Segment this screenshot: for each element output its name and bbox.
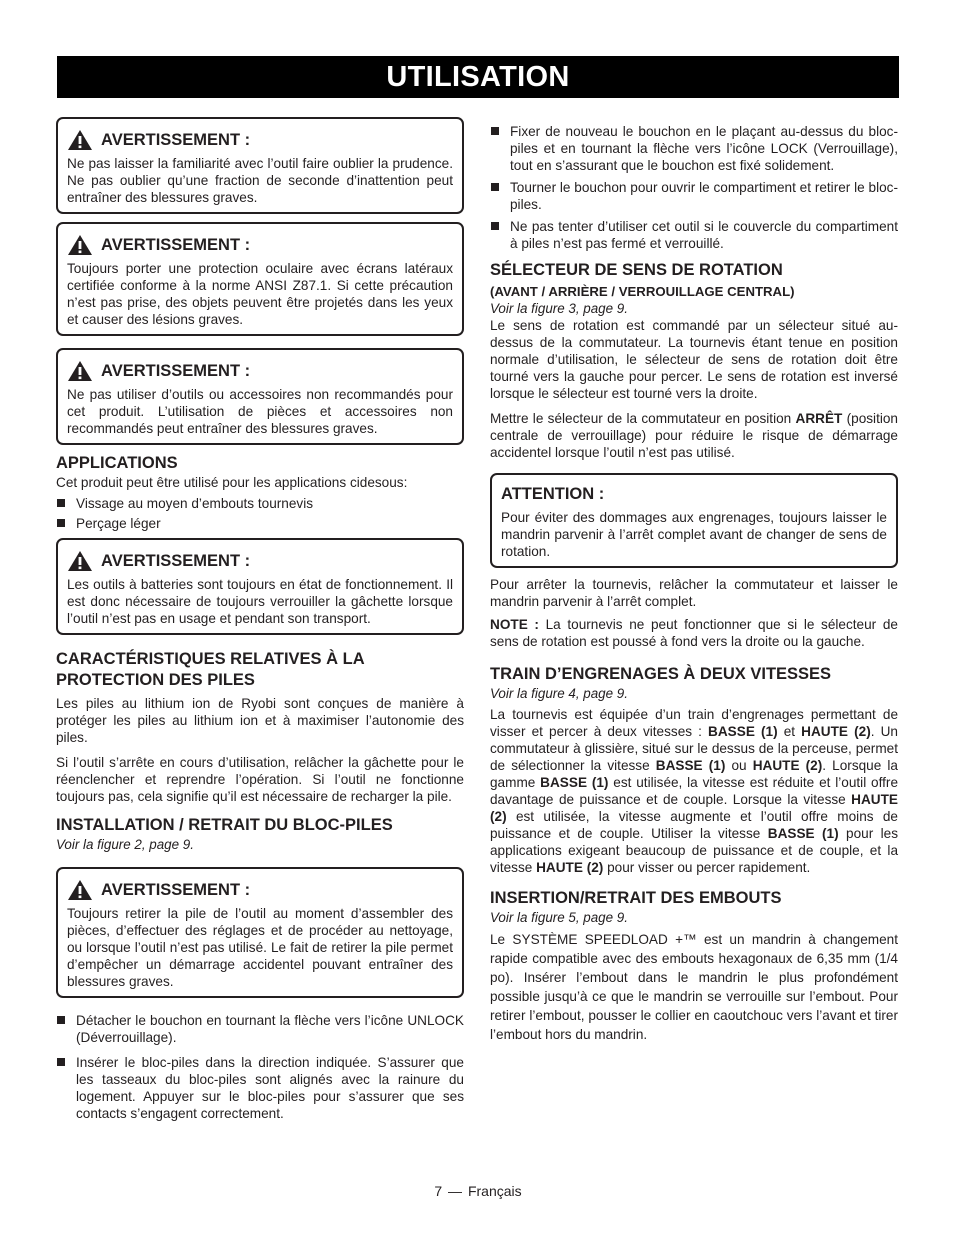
attention-text: Pour éviter des dommages aux engrenages, toujours laisser le mandrin parvenir à l’arrêt complet avant de changer de sens de rotation. <box>501 510 887 559</box>
warning-box <box>56 538 464 635</box>
gears-paragraph: La tournevis est équipée d’un train d’engrenages permettant de visser et percer à deux vitesses : BASSE (1) et HAUTE (2). Un commutateur à glissière, situé sur le dessus de la perceuse, permet de sélectionner la vitesse BASSE (1) ou HAUTE (2). Lorsque la gamme BASSE (1) est utilisée, la vitesse est réduite et l’outil offre davantage de puissance et de couple. Lorsque la vitesse HAUTE (2) est utilisée, la vitesse augmente et l’outil offre moins de puissance et de couple. Utiliser la vitesse BASSE (1) pour les applications exigeant beaucoup de puissance et de couple, et la vitesse HAUTE (2) pour visser ou percer rapidement. <box>490 707 898 875</box>
gears-heading: TRAIN D’ENGRENAGES À DEUX VITESSES <box>490 665 832 683</box>
warning-triangle-icon <box>67 234 93 256</box>
selector-paragraph: Mettre le sélecteur de la commutateur en position ARRÊT (position centrale de verrouillage) pour réduire le risque de démarrage accidentel lorsque l’outil n’est pas utilisé. <box>490 411 898 460</box>
warning-text: Les outils à batteries sont toujours en état de fonctionnement. Il est donc nécessaire de toujours verrouiller la gâchette lorsque l’outil n’est pas en usage et pendant son transport. <box>67 577 453 626</box>
bits-heading: INSERTION/RETRAIT DES EMBOUTS <box>490 889 782 907</box>
footer-language: Français <box>467 1183 522 1199</box>
warning-label: AVERTISSEMENT : <box>101 551 251 570</box>
warning-label: AVERTISSEMENT : <box>101 130 251 149</box>
list-item: Ne pas tenter d’utiliser cet outil si le couvercle du compartiment à piles n’est pas fermé et verrouillé. <box>490 218 898 252</box>
warning-triangle-icon <box>67 360 93 382</box>
warning-box <box>56 222 464 336</box>
install-steps <box>56 1012 464 1122</box>
attention-label: ATTENTION : <box>501 484 605 503</box>
figure-reference: Voir la figure 5, page 9. <box>490 910 628 925</box>
warning-triangle-icon <box>67 550 93 572</box>
selector-heading: SÉLECTEUR DE SENS DE ROTATION <box>490 261 783 279</box>
warning-text: Ne pas laisser la familiarité avec l’outil faire oublier la prudence. Ne pas oublier qu’une fraction de seconde d’inattention peut entraîner des blessures graves. <box>67 156 453 205</box>
list-item: Vissage au moyen d’embouts tournevis <box>56 495 464 512</box>
selector-paragraph: Le sens de rotation est commandé par un sélecteur situé au-dessus de la commutateur. La tournevis étant tenue en position normale d’utilisation, le sélecteur de sens de rotation doit être tourné vers la gauche pour percer. Le sens de rotation est inversé lorsque le sélecteur est tourné vers la droite. <box>490 318 898 401</box>
page-title: UTILISATION <box>57 56 899 98</box>
list-item: Insérer le bloc-piles dans la direction indiquée. S’assurer que les tasseaux du bloc-piles sont alignés avec la rainure du logement. Appuyer sur le bloc-piles pour s’assurer que ses contacts s’engagent correctement. <box>56 1054 464 1122</box>
figure-reference: Voir la figure 2, page 9. <box>56 837 194 852</box>
list-item: Perçage léger <box>56 515 464 532</box>
warning-box <box>56 867 464 998</box>
right-column <box>490 123 898 1044</box>
warning-text: Ne pas utiliser d’outils ou accessoires non recommandés pour cet produit. L’utilisation de pièces et accessoires non recommandés peut entraîner des blessures graves. <box>67 387 453 436</box>
applications-list <box>56 495 464 532</box>
warning-triangle-icon <box>67 129 93 151</box>
warning-box <box>56 117 464 214</box>
selector-subheading: (AVANT / ARRIÈRE / VERROUILLAGE CENTRAL) <box>490 284 795 299</box>
warning-triangle-icon <box>67 879 93 901</box>
install-steps-continued <box>490 123 898 252</box>
warning-label: AVERTISSEMENT : <box>101 880 251 899</box>
list-item: Détacher le bouchon en tournant la flèche vers l’icône UNLOCK (Déverrouillage). <box>56 1012 464 1046</box>
left-column <box>56 117 464 1122</box>
figure-reference: Voir la figure 3, page 9. <box>490 301 628 316</box>
install-heading: INSTALLATION / RETRAIT DU BLOC-PILES <box>56 816 393 834</box>
page-number: 7 <box>434 1183 443 1199</box>
battery-paragraph: Si l’outil s’arrête en cours d’utilisation, relâcher la gâchette pour le réenclencher et reprendre l’opération. Si l’outil ne fonctionne toujours pas, cela signifie qu’il est nécessaire de recharger la pile. <box>56 755 464 804</box>
battery-paragraph: Les piles au lithium ion de Ryobi sont conçues de manière à protéger les piles au lithium ion et à maximiser l’autonomie des piles. <box>56 696 464 745</box>
page-footer <box>0 1183 954 1199</box>
footer-dash: — <box>448 1183 463 1199</box>
applications-heading: APPLICATIONS <box>56 454 178 472</box>
warning-text: Toujours porter une protection oculaire avec écrans latéraux certifiée conforme à la norme ANSI Z87.1. Si cette précaution n’est pas prise, des objets peuvent être projetés dans les yeux et causer des lésions graves. <box>67 261 453 327</box>
warning-text: Toujours retirer la pile de l’outil au moment d’assembler des pièces, d’effectuer des réglages et de procéder au nettoyage, ou lorsque l’outil n’est pas utilisé. Le fait de retirer la pile permet d’empêcher un démarrage accidentel pouvant entraîner des blessures graves. <box>67 906 453 989</box>
stop-paragraph: Pour arrêter la tournevis, relâcher la commutateur et laisser le mandrin parvenir à l’arrêt complet. <box>490 577 898 609</box>
battery-heading: CARACTÉRISTIQUES RELATIVES À LA PROTECTION DES PILES <box>56 650 365 689</box>
bits-paragraph: Le SYSTÈME SPEEDLOAD +™ est un mandrin à changement rapide compatible avec des embouts hexagonaux de 6,35 mm (1/4 po). Insérer l’embout dans le mandrin le plus profondément possible jusqu’à ce que le mandrin se verrouille sur l’embout. Pour retirer l’embout, pousser le collier en caoutchouc vers l’avant et tirer l’embout hors du mandrin. <box>490 932 898 1042</box>
applications-intro: Cet produit peut être utilisé pour les applications cidesous: <box>56 475 408 490</box>
list-item: Tourner le bouchon pour ouvrir le compartiment et retirer le bloc-piles. <box>490 179 898 213</box>
list-item: Fixer de nouveau le bouchon en le plaçant au-dessus du bloc-piles et en tournant la flèche vers l’icône LOCK (Verrouillage), tout en s’assurant que le bouchon est fixé solidement. <box>490 123 898 174</box>
figure-reference: Voir la figure 4, page 9. <box>490 686 628 701</box>
attention-box <box>490 473 898 568</box>
note-paragraph: NOTE : La tournevis ne peut fonctionner que si le sélecteur de sens de rotation est poussé à fond vers la droite ou la gauche. <box>490 617 898 649</box>
warning-label: AVERTISSEMENT : <box>101 361 251 380</box>
warning-box <box>56 348 464 445</box>
warning-label: AVERTISSEMENT : <box>101 235 251 254</box>
